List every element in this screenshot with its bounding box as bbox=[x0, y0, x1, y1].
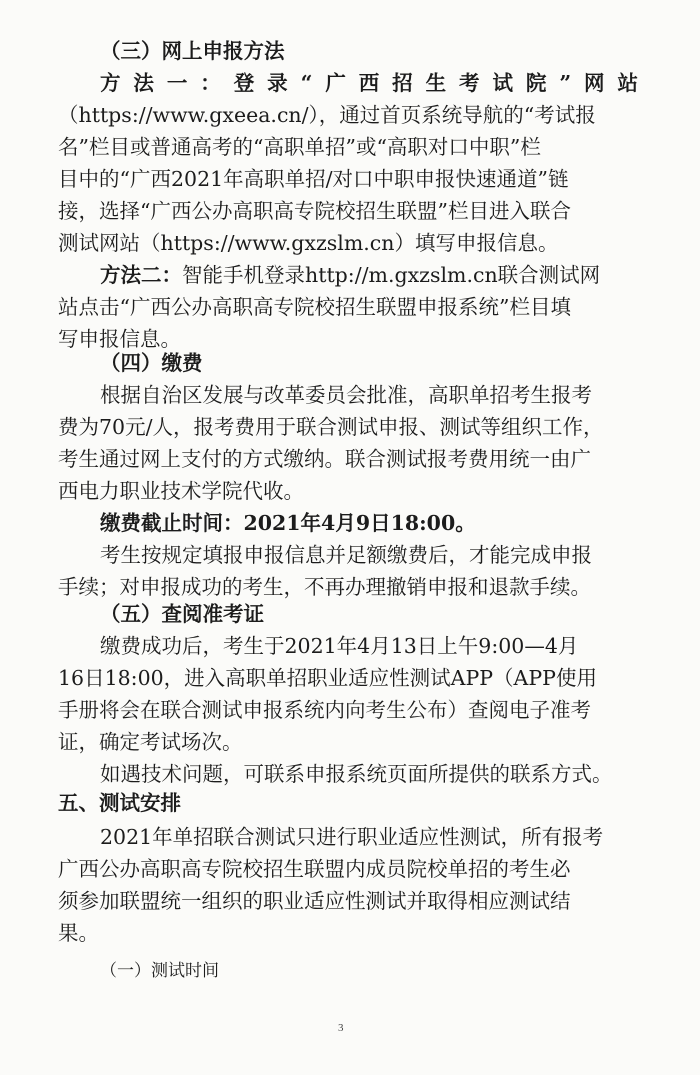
test-para-line-3: 须参加联盟统一组织的职业适应性测试并取得相应测试结 bbox=[58, 889, 571, 913]
method2-text: 智能手机登录http://m.gxzslm.cn联合测试网 bbox=[182, 263, 601, 287]
subsection-test-time: （一）测试时间 bbox=[100, 961, 219, 981]
method1-line-1: 方法一：登录“广西招生考试院”网站 bbox=[100, 71, 638, 95]
ticket-para-line-4: 证，确定考试场次。 bbox=[58, 730, 243, 754]
test-para-line-1: 2021年单招联合测试只进行职业适应性测试，所有报考 bbox=[100, 825, 604, 849]
section-heading-admission-ticket: （五）查阅准考证 bbox=[100, 602, 264, 626]
payment-para-line-4: 西电力职业技术学院代收。 bbox=[58, 479, 304, 503]
method1-line-6: 测试网站（https://www.gxzslm.cn）填写申报信息。 bbox=[58, 231, 559, 255]
test-para-line-4: 果。 bbox=[58, 921, 99, 945]
method1-line-2: （https://www.gxeea.cn/），通过首页系统导航的“考试报 bbox=[58, 103, 596, 127]
part-heading-test-arrangement: 五、测试安排 bbox=[58, 791, 181, 815]
section-heading-online-application: （三）网上申报方法 bbox=[100, 39, 285, 63]
technical-issues-note: 如遇技术问题，可联系申报系统页面所提供的联系方式。 bbox=[100, 762, 613, 786]
method2-line-1 bbox=[100, 262, 600, 288]
payment-deadline: 缴费截止时间：2021年4月9日18:00。 bbox=[100, 511, 476, 535]
ticket-para-line-1: 缴费成功后，考生于2021年4月13日上午9:00—4月 bbox=[100, 634, 579, 658]
payment-para-line-3: 考生通过网上支付的方式缴纳。联合测试报考费用统一由广 bbox=[58, 447, 591, 471]
test-para-line-2: 广西公办高职高专院校招生联盟内成员院校单招的考生必 bbox=[58, 857, 571, 881]
method2-line-2: 站点击“广西公办高职高专院校招生联盟申报系统”栏目填 bbox=[58, 295, 571, 319]
completion-line-2: 手续；对申报成功的考生，不再办理撤销申报和退款手续。 bbox=[58, 575, 591, 599]
method2-line-3: 写申报信息。 bbox=[58, 327, 181, 351]
completion-line-1: 考生按规定填报申报信息并足额缴费后，才能完成申报 bbox=[100, 543, 592, 567]
payment-para-line-2: 费为70元/人，报考费用于联合测试申报、测试等组织工作， bbox=[58, 415, 604, 439]
page-number: 3 bbox=[338, 1022, 344, 1034]
ticket-para-line-2: 16日18:00，进入高职单招职业适应性测试APP（APP使用 bbox=[58, 666, 597, 690]
method2-label: 方法二： bbox=[100, 263, 182, 287]
payment-para-line-1: 根据自治区发展与改革委员会批准，高职单招考生报考 bbox=[100, 383, 592, 407]
ticket-para-line-3: 手册将会在联合测试申报系统内向考生公布）查阅电子准考 bbox=[58, 698, 591, 722]
method1-line-3: 名”栏目或普通高考的“高职单招”或“高职对口中职”栏 bbox=[58, 135, 541, 159]
section-heading-payment: （四）缴费 bbox=[100, 351, 203, 375]
method1-line-4: 目中的“广西2021年高职单招/对口中职申报快速通道”链 bbox=[58, 167, 569, 191]
method1-line-5: 接，选择“广西公办高职高专院校招生联盟”栏目进入联合 bbox=[58, 199, 571, 223]
